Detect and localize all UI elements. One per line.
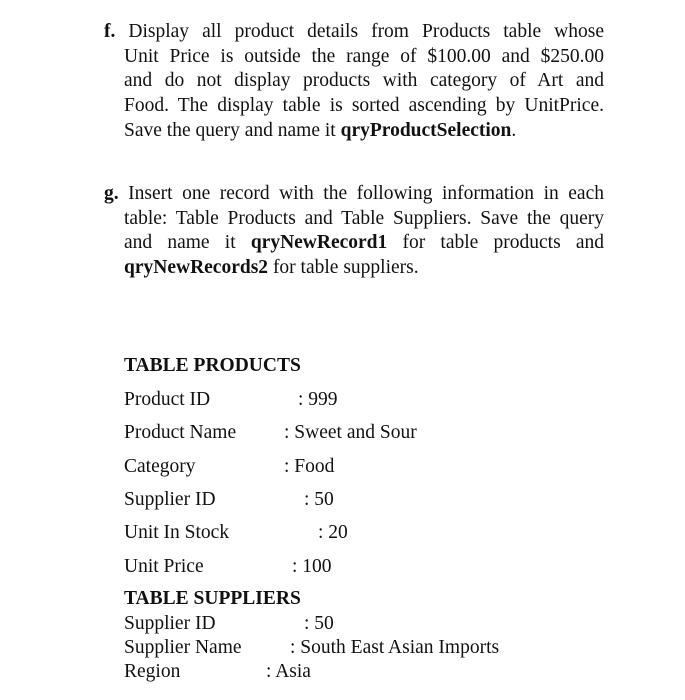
field-value: : 50 <box>304 613 334 634</box>
question-f-line-4: Food. The display table is sorted ascending by UnitPrice. <box>124 95 604 117</box>
question-f-line-3: and do not display products with category of Art and <box>124 70 604 92</box>
field-label: Unit In Stock <box>124 522 230 543</box>
products-row <box>124 455 335 479</box>
field-label: Supplier ID <box>124 489 216 510</box>
question-g-line-4: qryNewRecords2 for table suppliers. <box>124 257 419 279</box>
products-row <box>124 421 417 445</box>
field-label: Supplier ID <box>124 613 216 634</box>
query-name-new-records-2: qryNewRecords2 <box>124 257 269 279</box>
field-label: Category <box>124 456 196 477</box>
question-g-line-1: g. Insert one record with the following information in each <box>104 183 604 204</box>
suppliers-row <box>124 660 311 684</box>
field-value: : 999 <box>298 389 338 410</box>
table-suppliers-title: TABLE SUPPLIERS <box>124 588 301 609</box>
question-f-line-5: Save the query and name it qryProductSelection. <box>124 119 517 141</box>
products-row <box>124 521 348 545</box>
field-label: Product Name <box>124 422 237 443</box>
field-label: Supplier Name <box>124 637 242 658</box>
field-label: Product ID <box>124 389 211 410</box>
question-g-letter: g. <box>104 183 119 204</box>
question-f-letter: f. <box>104 21 116 42</box>
question-g <box>104 182 604 281</box>
field-value: : 100 <box>292 556 332 577</box>
question-f-line-2: Unit Price is outside the range of $100.00 and $250.00 <box>124 45 604 67</box>
field-label: Unit Price <box>124 556 204 577</box>
question-g-line-2: table: Table Products and Table Suppliers. Save the query <box>124 207 604 229</box>
question-f-line-1: f. Display all product details from Products table whose <box>104 21 604 42</box>
field-label: Region <box>124 661 181 682</box>
suppliers-row <box>124 612 334 636</box>
field-value: : Food <box>284 456 335 477</box>
question-f <box>104 20 604 144</box>
field-value: : Asia <box>266 661 311 682</box>
query-name-new-record-1: qryNewRecord1 <box>250 232 388 254</box>
products-row <box>124 555 332 579</box>
field-value: : 20 <box>318 522 348 543</box>
table-products-title: TABLE PRODUCTS <box>124 355 301 376</box>
suppliers-row <box>124 636 500 660</box>
field-value: : Sweet and Sour <box>284 422 417 443</box>
query-name-product-selection: qryProductSelection <box>340 119 512 141</box>
question-g-line-3: and name it qryNewRecord1 for table products and <box>124 232 605 254</box>
field-value: : South East Asian Imports <box>290 637 500 658</box>
field-value: : 50 <box>304 489 334 510</box>
products-row <box>124 488 334 512</box>
products-row <box>124 388 338 412</box>
